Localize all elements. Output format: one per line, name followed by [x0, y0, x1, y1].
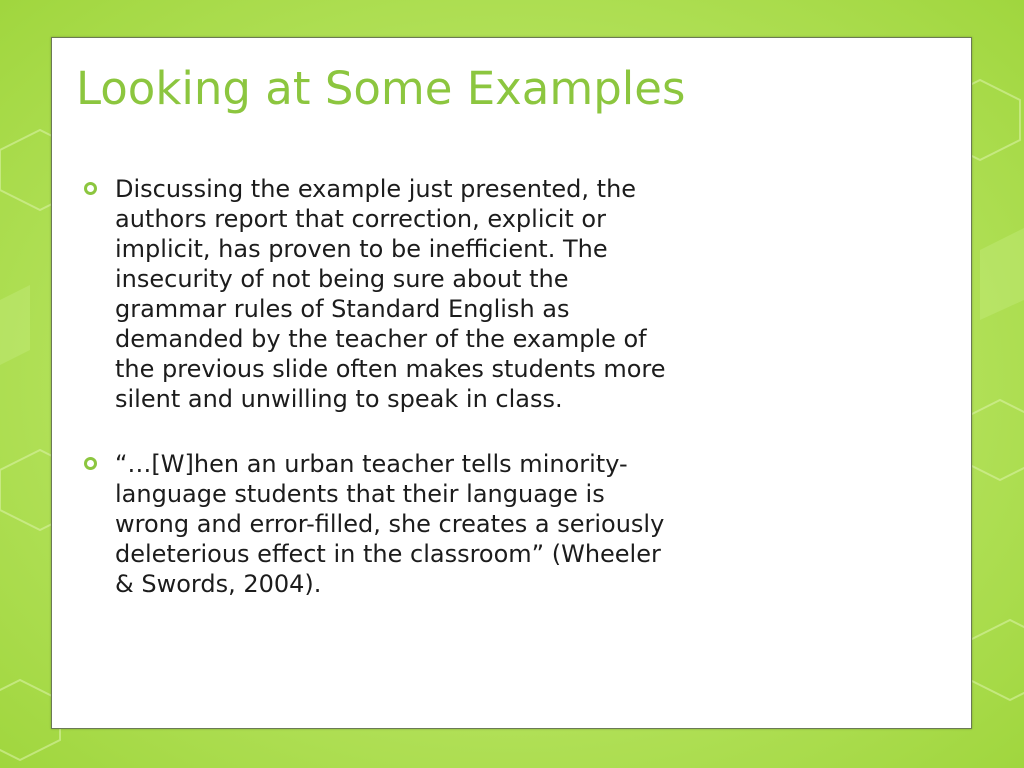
bullet-text: Discussing the example just presented, the authors report that correction, explicit or implicit, has proven to be inefficient. The insecurity of not being sure about the grammar rules of Standard English as demanded by the teacher of the example of the previous slide often makes students more silent and unwilling to speak in class. — [115, 175, 666, 413]
hollow-circle-bullet-icon — [84, 182, 97, 195]
hollow-circle-bullet-icon — [84, 457, 97, 470]
bullet-text: “…[W]hen an urban teacher tells minority- language students that their language is wrong and error-filled, she creates a seriously deleterious effect in the classroom” (Wheeler & Swords, 2004). — [115, 450, 665, 598]
bullet-list — [84, 174, 804, 634]
bullet-item — [84, 449, 804, 599]
bullet-item — [84, 174, 804, 414]
slide-title: Looking at Some Examples — [76, 62, 686, 115]
